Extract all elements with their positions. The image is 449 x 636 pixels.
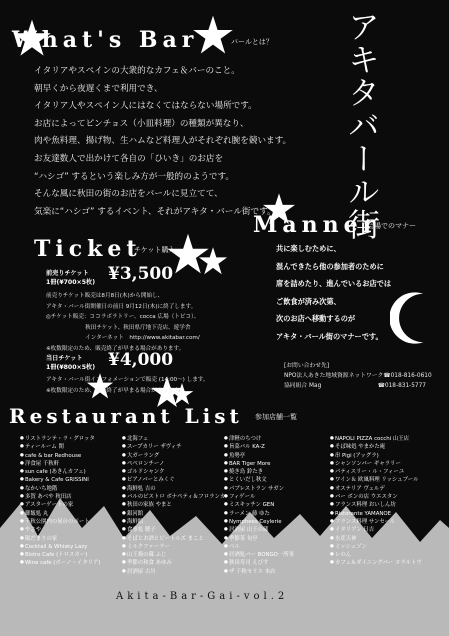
restaurant-item: ● 山王鶏の蔵 ふじ (122, 551, 225, 559)
text-line: 朝早くから夜遅くまで利用でき、 (34, 83, 163, 94)
restaurant-item: ● 多賀 あべや 秋田店 (20, 493, 101, 501)
whats-bar-text (34, 63, 291, 221)
text-line: アキタ・バール街開催日の前日 9月12日(木)に終了します。 (46, 303, 197, 310)
restaurant-item: ● ペペロンチーノ (122, 460, 225, 468)
restaurant-item: ● フィゲール (224, 493, 294, 501)
restaurant-column-1 (20, 435, 101, 568)
restaurant-column-4 (330, 435, 422, 568)
restaurant-item: ● なかいち地階 (20, 485, 101, 493)
restaurant-item: ● カフェ＆ダイニングバー ヌラルトウ (330, 559, 422, 567)
restaurant-item: ● パティスリー・ル・フィーユ (330, 468, 422, 476)
same-day-ticket-price: ¥4,000 (108, 350, 174, 370)
text-line: イタリアやスペインの大衆的なカフェ＆バーのこと。 (34, 66, 240, 76)
restaurant-list-subheading: 参加店舗一覧 (255, 413, 297, 421)
restaurant-item: ● 洋食屋 千秋軒 (20, 460, 101, 468)
restaurant-item: ● フランス料理 サンセール (330, 518, 422, 526)
restaurant-item: ● 北海フェ (122, 435, 225, 443)
text-line: 秋田チケット、秋田県庁地下売店、遊学舎 (46, 324, 191, 331)
advance-ticket-unit: 1冊(¥700×5枚) (46, 279, 96, 286)
restaurant-item: ● 秋田寿司 えびす (224, 559, 294, 567)
contact-org: 協同組合 Mag (284, 383, 322, 389)
restaurant-item: ● Bakery & Cafe GRISSINI (20, 476, 101, 484)
ticket-heading: Ticket (34, 236, 142, 262)
advance-ticket-label (46, 269, 95, 287)
contact-org: NPO法人あきた地域資源ネットワーク (284, 373, 384, 379)
restaurant-item: ● 陽だまりの家 (20, 535, 101, 543)
restaurant-item: ● ラーメン 藤 ゆた (224, 510, 294, 518)
advance-ticket-details (46, 291, 200, 354)
restaurant-item: ● ティールーム 閑 (20, 443, 101, 451)
restaurant-item: ● イタリアン 日吉 (330, 526, 422, 534)
contact-title: [お問い合わせ先] (284, 363, 330, 369)
restaurant-item: ● 海鮮処 吉の (122, 485, 225, 493)
restaurant-item: ● バー ボンの店 ウエスタン (330, 493, 422, 501)
restaurant-column-2 (122, 435, 225, 576)
same-day-ticket-name: 当日チケット (46, 355, 83, 362)
restaurant-item: ● 居酒処バー BONGO一所事 (224, 551, 294, 559)
restaurant-item: ● ミッシェゾン (330, 543, 422, 551)
star-icon (198, 246, 228, 276)
restaurant-item: ● Ristorante YAMANOE (330, 510, 422, 518)
restaurant-item: ● アスターゲートの家 (20, 501, 101, 509)
crescent-moon-icon (390, 290, 438, 346)
restaurant-item: ● 津軽のちつけ (224, 435, 294, 443)
text-line: 気楽に“ハシゴ” するイベント、それがアキタ・バール街です。 (34, 206, 276, 217)
text-line: お友達数人で出かけて各自の「ひいき」のお店を (34, 153, 224, 164)
text-line: 次のお店へ移動するのが (276, 314, 356, 323)
vertical-title: アキタバール街 (343, 10, 381, 241)
restaurant-item: ● そばとお酒とビートルズ まこと (122, 535, 225, 543)
restaurant-item: ● ザ 千秋セリエ 本店 (224, 568, 294, 576)
manner-subheading: 会場でのマナー (367, 222, 416, 230)
restaurant-item: ● バルのビストロ ボナペティ＆フロランカ (122, 493, 225, 501)
restaurant-item: ● 水産天神 (330, 535, 422, 543)
text-line: “ハシゴ” するという楽しみ方が一般的のようです。 (34, 171, 235, 182)
restaurant-item: ● レのん (330, 551, 422, 559)
restaurant-item: ● とくいだし秋文 (224, 476, 294, 484)
restaurant-item: ● 焼き鳥 鈴たき (224, 468, 294, 476)
restaurant-item: ● 季節の和食 あゆみ (122, 559, 225, 567)
contact-tel: ☎018-831-5777 (377, 383, 426, 389)
manner-text (276, 240, 391, 345)
restaurant-item: ● 魚勢亭 (224, 452, 294, 460)
advance-ticket-price: ¥3,500 (108, 264, 174, 284)
text-line: ご飲食が済み次第、 (276, 296, 341, 306)
advance-ticket-name: 前売りチケット (46, 270, 89, 277)
restaurant-item: ● ベル (224, 543, 294, 551)
restaurant-item: ● 御飯処 丸 (20, 510, 101, 518)
text-line: ※枚数限定のため、販売終了が早まる場合があります。 (46, 387, 185, 394)
restaurant-item: ● 季節茶 旬亭 (224, 535, 294, 543)
text-line: 肉や魚料理、揚げ物、生ハムなど料理人がそれぞれ腕を競います。 (34, 136, 292, 147)
restaurant-item: ● フランス料理 おいしん坊 (330, 501, 422, 509)
same-day-ticket-label (46, 354, 95, 372)
restaurant-item: ● 居酒屋 古川 (122, 568, 225, 576)
text-line: インターネット http://www.akitabar.com/ (46, 335, 200, 341)
restaurant-item: ● 海鮮館 (122, 518, 225, 526)
restaurant-item: ● ピアノバーとみくぐ (122, 476, 225, 484)
text-line: 混んできたら他の参加者のために (276, 261, 384, 271)
text-line: ◎チケット販売：ココラボラトリー、cocca 広場（トピコ）、 (46, 314, 200, 320)
restaurant-item: ● 串 Pigi (アッグラ) (330, 452, 422, 460)
restaurant-item: ● そば味処 やまかた庵 (330, 443, 422, 451)
text-line: 共に楽しむために、 (276, 244, 341, 253)
restaurant-item: ● BAR Tiger More (224, 460, 294, 468)
restaurant-item: ● 旨菜バル KA-Z (224, 443, 294, 451)
restaurant-item: ● 銀河館 (122, 510, 225, 518)
text-line: ※枚数限定のため、販売終了が早まる場合があります。 (46, 345, 185, 352)
same-day-ticket-unit: 1冊(¥800×5枚) (46, 364, 96, 371)
text-line: お店によってピンチョス（小皿料理）の種類が異なり、 (34, 118, 249, 129)
restaurant-item: ● やさや (20, 526, 101, 534)
restaurant-item: ● ミスキッチン GEN (224, 501, 294, 509)
restaurant-item: ● sun cafe (あきんカフェ) (20, 468, 101, 476)
restaurant-item: ● シャンソンバー ギャラリー (330, 460, 422, 468)
text-line: そんな風に秋田の街のお店をバールに見立てて、 (34, 189, 223, 200)
restaurant-item: ● cafe & bar Redhouse (20, 452, 101, 460)
restaurant-item: ● リストランテ・ラ・グロッタ (20, 435, 101, 443)
same-day-ticket-details (46, 375, 209, 396)
restaurant-item: ● 千秋公園内の屋台のポート (20, 518, 101, 526)
text-line: 前売りチケット販売は8月8日(木)から開始し、 (46, 293, 164, 299)
text-line: アキタ・バール街のマナーです。 (276, 331, 383, 341)
restaurant-item: ● 秋田の家族 やまと (122, 501, 225, 509)
restaurant-item: ● NAPOLI PIZZA cocchi 山王店 (330, 435, 422, 443)
contact-row (284, 381, 426, 391)
whats-bar-subheading: バールとは？ (231, 38, 273, 46)
ticket-subheading: チケット購入 (134, 246, 176, 254)
text-line: 席を詰めたり、進んでいるお店では (276, 279, 392, 288)
restaurant-item: ● ワイン＆ 欧風料理 リッシュブール (330, 476, 422, 484)
restaurant-item: ● オステリア ヴェルデ (330, 485, 422, 493)
restaurant-item: ● Nymphees Ceylerie (224, 518, 294, 526)
text-line: アキタ・バール街インフォメーションで販売 (14:00〜) します。 (46, 377, 209, 383)
text-line: イタリア人やスペイン人にはなくてはならない場所です。 (34, 101, 257, 112)
restaurant-item: ● 居酒屋 山王の蔵 (224, 526, 294, 534)
restaurant-item: ● 大ガーラング (122, 452, 225, 460)
restaurant-item: ● 食事処 穂子 (122, 526, 225, 534)
event-footer: Akita-Bar-Gai-vol.2 (116, 591, 289, 602)
restaurant-item: ● Bistro Cafe (トロスカー) (20, 551, 101, 559)
restaurant-item: ● ゴルドシャンク (122, 468, 225, 476)
restaurant-list-heading: Restaurant List (9, 404, 243, 428)
restaurant-column-3 (224, 435, 294, 576)
manner-heading: Manner (253, 212, 380, 238)
restaurant-item: ● Wine cafe (ボーノ・イタリア) (20, 559, 101, 567)
restaurant-item: ● Cocktail & Whisky Lazy (20, 543, 101, 551)
restaurant-item: ● パブレストラン サガン (224, 485, 294, 493)
whats-bar-heading: What's Bar (12, 27, 199, 53)
contact-block (284, 361, 432, 391)
restaurant-item: ● スープカリー ザヴィチ (122, 443, 225, 451)
contact-tel: ☎018-816-0610 (383, 373, 432, 379)
contact-row (284, 371, 432, 381)
restaurant-item: ● ミルクファーラー (122, 543, 225, 551)
